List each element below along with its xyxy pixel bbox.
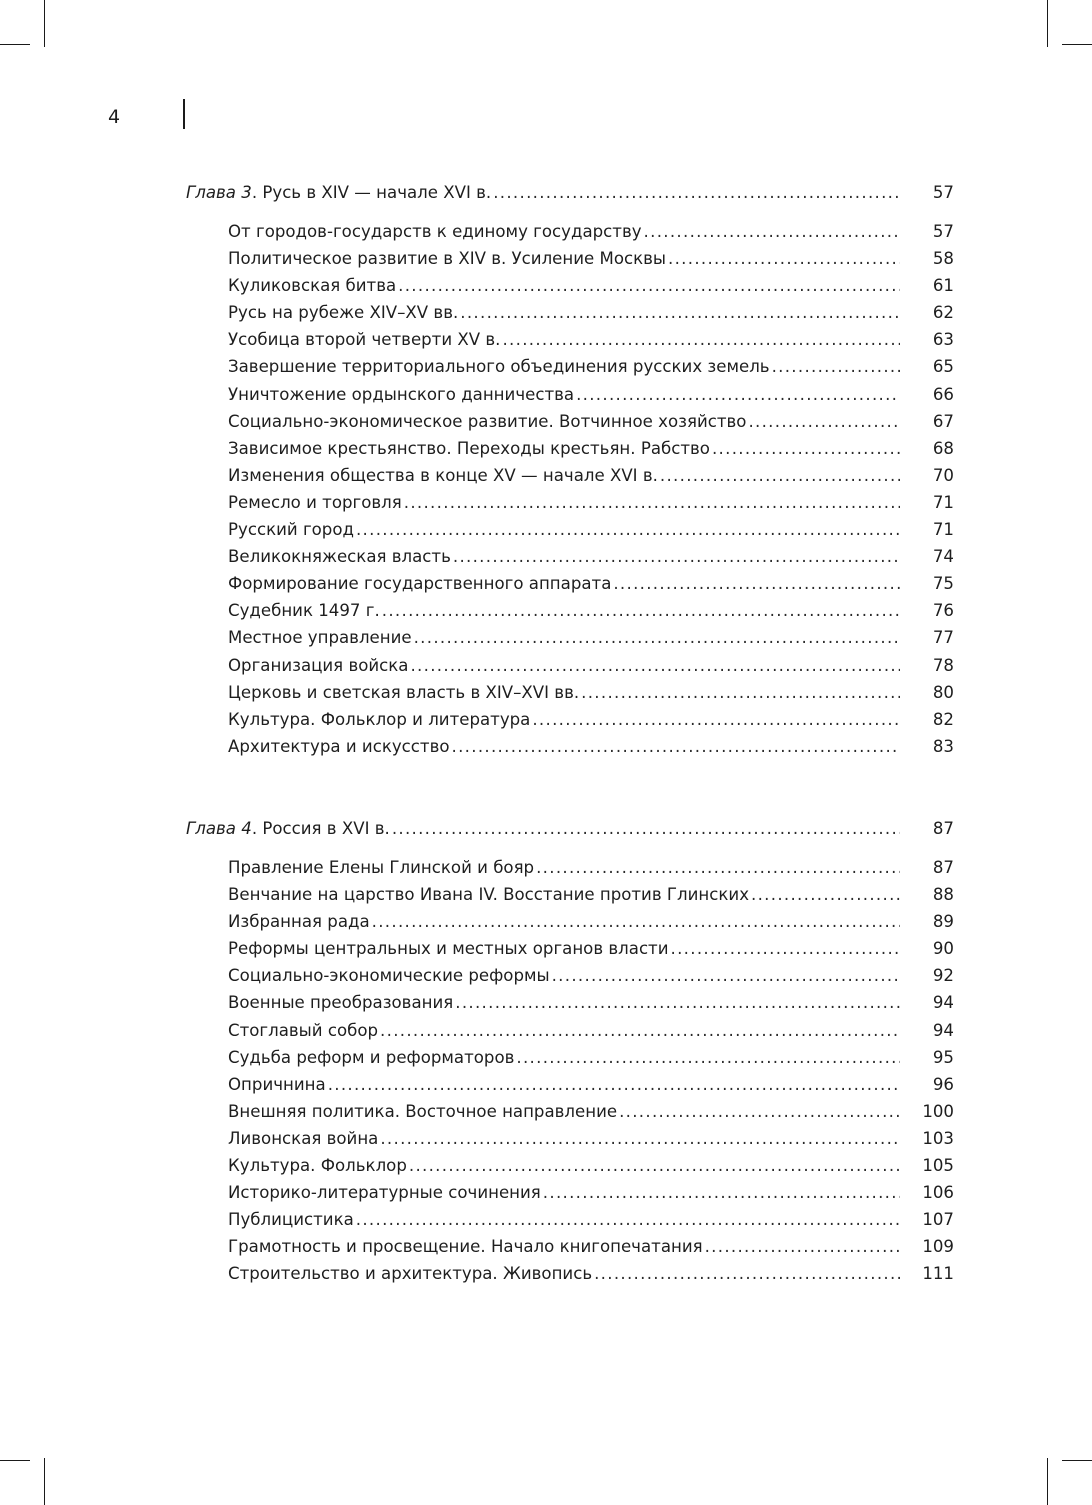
entry-title: Русский город <box>228 520 354 540</box>
toc-entry[interactable] <box>228 1048 954 1075</box>
entry-title: Социально-экономическое развитие. Вотчинное хозяйство <box>228 411 747 431</box>
crop-mark <box>44 0 45 47</box>
entry-title: Формирование государственного аппарата <box>228 574 612 594</box>
entry-title: Культура. Фольклор и литература <box>228 709 531 729</box>
chapter-heading[interactable] <box>186 183 954 210</box>
toc-entry[interactable] <box>228 547 954 574</box>
entry-page: 94 <box>932 993 954 1013</box>
dot-leader <box>380 1129 900 1148</box>
entry-title: Русь на рубеже XIV–XV вв. <box>228 303 459 323</box>
entry-title: Избранная рада <box>228 912 370 932</box>
entry-title: Великокняжеская власть <box>228 547 451 567</box>
crop-mark <box>0 44 30 45</box>
entry-title: Внешняя политика. Восточное направление <box>228 1101 618 1121</box>
crop-mark <box>0 1460 30 1461</box>
toc-entry[interactable] <box>228 357 954 384</box>
section-list <box>186 222 954 764</box>
entry-page: 77 <box>932 628 954 648</box>
toc-entry[interactable] <box>228 710 954 737</box>
toc-entry[interactable] <box>228 1129 954 1156</box>
entry-page: 78 <box>932 655 954 675</box>
chapter-4 <box>186 819 954 1292</box>
entry-title: Социально-экономические реформы <box>228 966 550 986</box>
entry-title: Строительство и архитектура. Живопись <box>228 1264 593 1284</box>
dot-leader <box>751 885 900 904</box>
toc-entry[interactable] <box>228 1102 954 1129</box>
toc-entry[interactable] <box>228 683 954 710</box>
dot-leader <box>712 439 900 458</box>
toc-entry[interactable] <box>228 276 954 303</box>
dot-leader <box>409 1156 900 1175</box>
toc-entry[interactable] <box>228 385 954 412</box>
dot-leader <box>671 939 900 958</box>
entry-title: Куликовская битва <box>228 276 397 296</box>
toc-entry[interactable] <box>228 885 954 912</box>
entry-page: 83 <box>932 736 954 756</box>
dot-leader <box>453 547 900 566</box>
chapter-3 <box>186 183 954 764</box>
entry-page: 62 <box>932 303 954 323</box>
entry-title: Завершение территориального объединения русских земель <box>228 357 770 377</box>
entry-page: 57 <box>932 222 954 241</box>
dot-leader <box>372 912 900 931</box>
dot-leader <box>455 993 900 1012</box>
dot-leader <box>581 683 900 702</box>
chapter-title-text: . Русь в XIV — начале XVI в. <box>251 183 492 202</box>
entry-page: 71 <box>932 492 954 512</box>
dot-leader <box>493 183 900 202</box>
entry-page: 58 <box>932 249 954 269</box>
entry-title: Изменения общества в конце XV — начале XVI в. <box>228 465 658 485</box>
toc-entry[interactable] <box>228 628 954 655</box>
entry-title: Военные преобразования <box>228 993 454 1013</box>
chapter-label: Глава 4 <box>186 819 252 838</box>
entry-title: Зависимое крестьянство. Переходы крестьян. Рабство <box>228 438 710 458</box>
toc-entry[interactable] <box>228 493 954 520</box>
entry-page: 100 <box>922 1101 954 1121</box>
entry-title: От городов-государств к единому государству <box>228 222 642 241</box>
toc-entry[interactable] <box>228 912 954 939</box>
entry-title: Правление Елены Глинской и бояр <box>228 858 535 877</box>
toc-entry[interactable] <box>228 737 954 764</box>
chapter-label: Глава 3 <box>186 183 252 202</box>
crop-mark <box>1062 1460 1092 1461</box>
entry-title: Уничтожение ордынского данничества <box>228 384 575 404</box>
toc-entry[interactable] <box>228 1075 954 1102</box>
entry-page: 70 <box>932 465 954 485</box>
crop-mark <box>1047 0 1048 47</box>
dot-leader <box>404 493 900 512</box>
dot-leader <box>398 276 900 295</box>
entry-page: 94 <box>932 1020 954 1040</box>
entry-page: 107 <box>922 1210 954 1230</box>
dot-leader <box>460 303 900 322</box>
dot-leader <box>772 357 900 376</box>
chapter-page: 87 <box>932 819 954 838</box>
entry-title: Архитектура и искусство <box>228 736 450 756</box>
entry-page: 89 <box>932 912 954 932</box>
page-number: 4 <box>108 106 121 128</box>
entry-title: Венчание на царство Ивана IV. Восстание против Глинских <box>228 885 750 905</box>
entry-title: Грамотность и просвещение. Начало книгопечатания <box>228 1237 703 1257</box>
entry-page: 63 <box>932 330 954 350</box>
entry-title: Опричнина <box>228 1074 326 1094</box>
chapter-page: 57 <box>932 183 954 202</box>
dot-leader <box>536 858 900 877</box>
entry-page: 88 <box>932 885 954 905</box>
dot-leader <box>502 330 900 349</box>
toc-entry[interactable] <box>228 858 954 885</box>
dot-leader <box>619 1102 900 1121</box>
dot-leader <box>668 249 900 268</box>
entry-page: 105 <box>922 1156 954 1176</box>
toc-entry[interactable] <box>228 1156 954 1183</box>
entry-title: Публицистика <box>228 1210 354 1230</box>
entry-title: Местное управление <box>228 628 412 648</box>
toc-entry[interactable] <box>228 1210 954 1237</box>
toc-entry[interactable] <box>228 1021 954 1048</box>
entry-title: Церковь и светская власть в XIV–XVI вв. <box>228 682 580 702</box>
entry-page: 76 <box>932 601 954 621</box>
chapter-title <box>186 183 491 202</box>
toc-entry[interactable] <box>228 249 954 276</box>
toc-entry[interactable] <box>228 656 954 683</box>
crop-mark <box>1047 1458 1048 1505</box>
toc-entry[interactable] <box>228 601 954 628</box>
dot-leader <box>576 385 900 404</box>
entry-page: 111 <box>922 1264 954 1284</box>
entry-page: 65 <box>932 357 954 377</box>
dot-leader <box>410 656 900 675</box>
toc-entry[interactable] <box>228 966 954 993</box>
entry-title: Ремесло и торговля <box>228 492 402 512</box>
toc-entry[interactable] <box>228 412 954 439</box>
dot-leader <box>705 1237 900 1256</box>
chapter-heading[interactable] <box>186 819 954 846</box>
crop-mark <box>44 1458 45 1505</box>
toc-entry[interactable] <box>228 330 954 357</box>
toc-entry[interactable] <box>228 303 954 330</box>
entry-page: 75 <box>932 574 954 594</box>
entry-page: 61 <box>932 276 954 296</box>
entry-title: Историко-литературные сочинения <box>228 1183 541 1203</box>
folio-rule <box>183 99 185 129</box>
entry-page: 95 <box>932 1047 954 1067</box>
entry-page: 71 <box>932 520 954 540</box>
section-list <box>186 858 954 1292</box>
dot-leader <box>644 222 900 241</box>
toc-entry[interactable] <box>228 993 954 1020</box>
entry-page: 80 <box>932 682 954 702</box>
toc-entry[interactable] <box>228 222 954 249</box>
dot-leader <box>392 819 900 838</box>
entry-title: Ливонская война <box>228 1128 379 1148</box>
dot-leader <box>660 466 900 485</box>
entry-title: Политическое развитие в XIV в. Усиление Москвы <box>228 249 667 269</box>
dot-leader <box>356 1210 900 1229</box>
dot-leader <box>356 520 900 539</box>
entry-page: 90 <box>932 939 954 959</box>
dot-leader <box>516 1048 900 1067</box>
toc-entry[interactable] <box>228 466 954 493</box>
toc-entry[interactable] <box>228 1264 954 1291</box>
entry-page: 74 <box>932 547 954 567</box>
entry-page: 68 <box>932 438 954 458</box>
entry-page: 109 <box>922 1237 954 1257</box>
toc-entry[interactable] <box>228 1237 954 1264</box>
dot-leader <box>452 737 900 756</box>
dot-leader <box>532 710 900 729</box>
entry-title: Культура. Фольклор <box>228 1156 407 1176</box>
toc-entry[interactable] <box>228 939 954 966</box>
dot-leader <box>328 1075 900 1094</box>
entry-page: 67 <box>932 411 954 431</box>
dot-leader <box>594 1264 900 1283</box>
dot-leader <box>380 1021 900 1040</box>
entry-title: Стоглавый собор <box>228 1020 379 1040</box>
toc-entry[interactable] <box>228 520 954 547</box>
dot-leader <box>613 574 900 593</box>
dot-leader <box>382 601 900 620</box>
dot-leader <box>543 1183 900 1202</box>
entry-page: 92 <box>932 966 954 986</box>
chapter-title-text: . Россия в XVI в. <box>251 819 390 838</box>
dot-leader <box>552 966 900 985</box>
entry-title: Усобица второй четверти XV в. <box>228 330 501 350</box>
chapter-title <box>186 819 390 838</box>
toc-entry[interactable] <box>228 1183 954 1210</box>
entry-page: 96 <box>932 1074 954 1094</box>
entry-title: Реформы центральных и местных органов власти <box>228 939 669 959</box>
entry-page: 103 <box>922 1128 954 1148</box>
entry-page: 106 <box>922 1183 954 1203</box>
entry-title: Судьба реформ и реформаторов <box>228 1047 515 1067</box>
toc-entry[interactable] <box>228 439 954 466</box>
entry-page: 87 <box>932 858 954 877</box>
entry-page: 66 <box>932 384 954 404</box>
entry-title: Судебник 1497 г. <box>228 601 380 621</box>
dot-leader <box>748 412 900 431</box>
dot-leader <box>414 628 900 647</box>
entry-page: 82 <box>932 709 954 729</box>
crop-mark <box>1062 44 1092 45</box>
entry-title: Организация войска <box>228 655 409 675</box>
toc-entry[interactable] <box>228 574 954 601</box>
